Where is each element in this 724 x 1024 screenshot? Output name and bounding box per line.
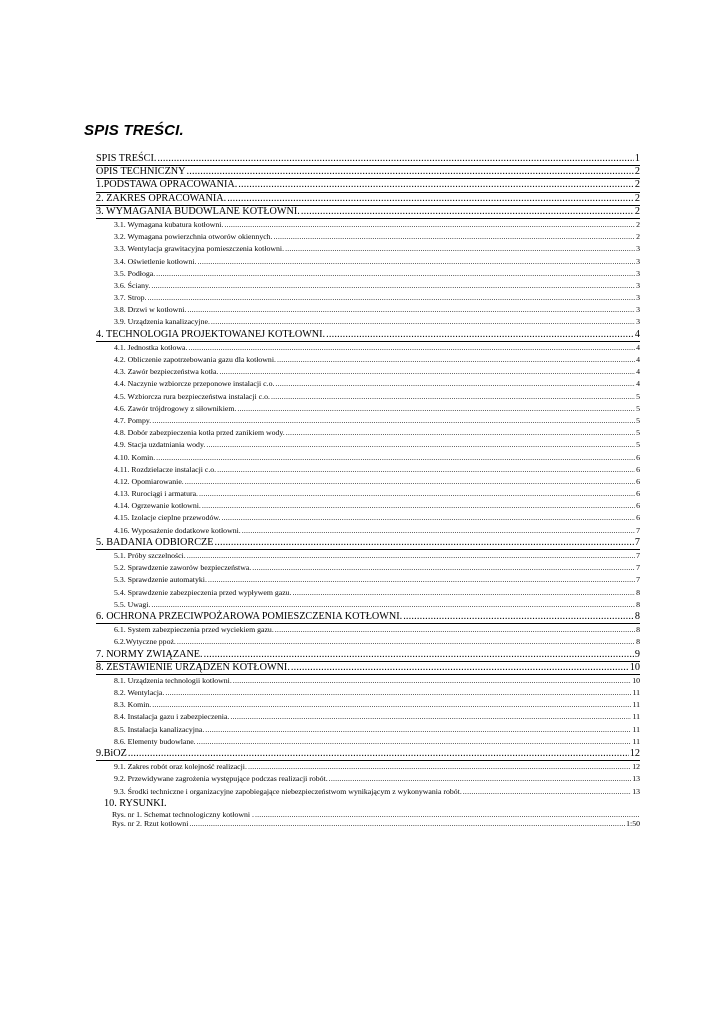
toc-entry-label: 8.5. Instalacja kanalizacyjna. — [114, 724, 205, 734]
toc-subsection-entry[interactable] — [96, 415, 640, 427]
toc-section-entry[interactable] — [96, 166, 640, 179]
toc-page-number: 2 — [634, 192, 640, 204]
toc-page-number: 5 — [636, 391, 640, 401]
toc-subsection-entry[interactable] — [96, 256, 640, 268]
toc-entry-label: SPIS TREŚCI. — [96, 153, 157, 164]
toc-entry-label: 4.11. Rozdzielacze instalacji c.o. — [114, 464, 217, 474]
toc-entry-label: 3.6. Ściany. — [114, 280, 151, 290]
toc-section-entry[interactable] — [96, 537, 640, 550]
toc-entry-label: 8.6. Elementy budowlane. — [114, 736, 196, 746]
toc-subsection-entry[interactable] — [96, 636, 640, 648]
toc-subsection-entry[interactable] — [96, 624, 640, 636]
toc-subsection-entry[interactable] — [96, 675, 640, 687]
toc-entry-label: 1.PODSTAWA OPRACOWANIA. — [96, 179, 238, 191]
toc-page-number: 11 — [632, 724, 640, 734]
toc-entry-label: 9.BiOZ — [96, 748, 127, 759]
toc-page-number: 13 — [632, 786, 640, 796]
toc-entry-label: 2. ZAKRES OPRACOWANIA. — [96, 192, 227, 204]
toc-entry-label: 4.14. Ogrzewanie kotłowni. — [114, 501, 201, 511]
toc-page-number: 8 — [636, 637, 640, 647]
toc-page-number: 2 — [634, 205, 640, 217]
dot-leader — [205, 724, 631, 736]
toc-entry-label: 8.2. Wentylacja. — [114, 688, 165, 698]
toc-subsection-entry[interactable] — [96, 427, 640, 439]
toc-section-entry[interactable] — [96, 329, 640, 342]
toc-entry-label: 4. TECHNOLOGIA PROJEKTOWANEJ KOTŁOWNI. — [96, 328, 326, 340]
toc-subsection-entry[interactable] — [96, 550, 640, 562]
toc-page-number: 3 — [636, 317, 640, 327]
toc-page-number: 1:50 — [626, 818, 640, 828]
toc-subsection-entry[interactable] — [96, 699, 640, 711]
dot-leader — [252, 562, 635, 574]
toc-subsection-entry[interactable] — [96, 464, 640, 476]
toc-page-number: 6 — [636, 489, 640, 499]
toc-entry-label: 4.10. Komin. — [114, 452, 156, 462]
dot-leader — [128, 748, 629, 760]
toc-page-number: 4 — [636, 355, 640, 364]
dot-leader — [326, 329, 634, 341]
toc-page-number: 5 — [636, 415, 640, 425]
dot-leader — [291, 662, 629, 674]
toc-entry-label: 9.1. Zakres robót oraz kolejność realizacji. — [114, 762, 247, 772]
dot-leader — [152, 415, 635, 427]
toc-entry-label: 8.4. Instalacja gazu i zabezpieczenia. — [114, 712, 230, 722]
dot-leader — [187, 304, 635, 316]
toc-subsection-entry[interactable] — [96, 736, 640, 748]
toc-entry-label: 9.2. Przewidywane zagrożenia występujące podczas realizacji robót. — [114, 774, 328, 784]
toc-entry-label: OPIS TECHNICZNY — [96, 166, 186, 178]
dot-leader — [151, 599, 635, 611]
page-title: SPIS TREŚCI. — [84, 122, 184, 139]
toc-subsection-entry[interactable] — [96, 231, 640, 243]
toc-page-number: 4 — [636, 367, 640, 377]
toc-entry-label: 4.4. Naczynie wzbiorcze przeponowe instalacji c.o. — [114, 379, 275, 389]
toc-entry-label: 4.7. Pompy. — [114, 415, 152, 425]
toc-page-number: 6 — [636, 501, 640, 511]
toc-page-number: 2 — [634, 166, 640, 178]
dot-leader — [219, 366, 635, 378]
toc-subsection-entry[interactable] — [96, 488, 640, 500]
dot-leader — [211, 316, 635, 328]
dot-leader — [156, 268, 635, 280]
dot-leader — [156, 452, 635, 464]
toc-entry-label: 4.1. Jednostka kotłowa. — [114, 342, 188, 352]
toc-entry-label: 6.2.Wytyczne ppoż. — [114, 637, 176, 647]
toc-subsection-entry[interactable] — [96, 773, 640, 785]
dot-leader — [188, 342, 635, 354]
toc-entry-label: Rys. nr 1. Schemat technologiczny kotłowni . — [112, 809, 254, 819]
toc-entry-label: Rys. nr 2. Rzut kotłowni — [112, 818, 189, 828]
dot-leader — [177, 636, 635, 648]
toc-subsection-entry[interactable] — [96, 403, 640, 415]
toc-page-number: 12 — [629, 748, 640, 759]
toc-subsection-entry[interactable] — [96, 724, 640, 736]
toc-entry-label: 4.3. Zawór bezpieczeństwa kotła. — [114, 367, 219, 377]
toc-entry-label: 4.12. Opomiarowanie. — [114, 476, 184, 486]
dot-leader — [224, 219, 635, 231]
toc-entry-label: 4.13. Rurociągi i armatura. — [114, 489, 199, 499]
toc-subsection-entry[interactable] — [96, 243, 640, 255]
dot-leader — [275, 378, 635, 390]
dot-leader — [255, 810, 639, 819]
toc-subsection-entry[interactable] — [96, 587, 640, 599]
toc-page-number: 8 — [636, 599, 640, 609]
toc-page-number: 5 — [636, 428, 640, 438]
toc-entry-label: 4.8. Dobór zabezpieczenia kotła przed zanikiem wody. — [114, 428, 285, 438]
dot-leader — [199, 488, 635, 500]
toc-page-number: 11 — [632, 688, 640, 698]
toc-entry-label: 3.7. Strop. — [114, 293, 147, 303]
dot-leader — [214, 537, 633, 549]
dot-leader — [202, 500, 635, 512]
toc-subsection-entry[interactable] — [96, 525, 640, 537]
toc-page-number: 8 — [636, 587, 640, 597]
toc-page-number: 11 — [632, 736, 640, 746]
dot-leader — [329, 773, 632, 785]
toc-section-entry[interactable] — [96, 662, 640, 675]
dot-leader — [165, 687, 631, 699]
dot-leader — [204, 649, 634, 661]
toc-page-number: 2 — [636, 232, 640, 242]
toc-subsection-entry[interactable] — [96, 268, 640, 280]
toc-subsection-entry[interactable] — [96, 786, 640, 798]
toc-entry-label: 8.3. Komin. — [114, 700, 152, 710]
toc-drawing-entry[interactable] — [96, 819, 640, 828]
dot-leader — [227, 193, 634, 205]
toc-entry-label: 3.8. Drzwi w kotłowni. — [114, 305, 187, 315]
dot-leader — [275, 624, 635, 636]
toc-section-entry[interactable] — [96, 748, 640, 761]
toc-subsection-entry[interactable] — [96, 711, 640, 723]
toc-entry-label: 9.3. Środki techniczne i organizacyjne zapobiegające niebezpieczeństwom wynikającym z wykonywania robót. — [114, 786, 462, 796]
toc-entry-label: 6. OCHRONA PRZECIWPOŻAROWA POMIESZCZENIA KOTŁOWNI. — [96, 610, 403, 622]
toc-page-number: 4 — [636, 342, 640, 352]
toc-subsection-entry[interactable] — [96, 500, 640, 512]
toc-page-number: 8 — [636, 625, 640, 635]
toc-entry-label: 5.3. Sprawdzenie automatyki. — [114, 575, 207, 585]
dot-leader — [187, 550, 635, 562]
dot-leader — [248, 761, 631, 773]
toc-subsection-entry[interactable] — [96, 280, 640, 292]
dot-leader — [237, 403, 635, 415]
toc-entry-label: 6.1. System zabezpieczenia przed wyciekiem gazu. — [114, 625, 274, 635]
toc-page-number: 13 — [632, 774, 640, 784]
toc-entry-label: 3.2. Wymagana powierzchnia otworów okiennych. — [114, 232, 273, 242]
toc-subsection-entry[interactable] — [96, 378, 640, 390]
toc-section-entry[interactable] — [96, 649, 640, 662]
toc-entry-label: 3.1. Wymagana kubatura kotłowni. — [114, 219, 224, 229]
toc-subsection-entry[interactable] — [96, 354, 640, 366]
toc-entry-label: 4.2. Obliczenie zapotrzebowania gazu dla kotłowni. — [114, 355, 276, 364]
toc-page-number: 7 — [636, 525, 640, 535]
toc-page-number: 2 — [636, 219, 640, 229]
toc-subsection-entry[interactable] — [96, 292, 640, 304]
toc-page-number: 2 — [634, 179, 640, 191]
toc-entry-label: 4.5. Wzbiorcza rura bezpieczeństwa instalacji c.o. — [114, 391, 270, 401]
toc-page-number: 7 — [636, 575, 640, 585]
dot-leader — [230, 711, 631, 723]
toc-page-number: 12 — [632, 762, 640, 772]
toc-subsection-entry[interactable] — [96, 476, 640, 488]
dot-leader — [285, 243, 635, 255]
toc-page-number: 3 — [636, 293, 640, 303]
dot-leader — [151, 280, 635, 292]
toc-subsection-entry[interactable] — [96, 304, 640, 316]
toc-entry-label: 3. WYMAGANIA BUDOWLANE KOTŁOWNI. — [96, 205, 300, 217]
toc-page-number: 11 — [632, 700, 640, 710]
dot-leader — [233, 675, 631, 687]
toc-section-entry[interactable] — [96, 611, 640, 624]
toc-entry-label: 3.3. Wentylacja grawitacyjna pomieszczenia kotłowni. — [114, 244, 285, 254]
dot-leader — [301, 206, 634, 218]
toc-page-number: 6 — [636, 464, 640, 474]
toc-section-entry[interactable] — [96, 179, 640, 192]
dot-leader — [189, 819, 625, 828]
toc-section-entry[interactable] — [96, 206, 640, 219]
toc-entry-label: 5.2. Sprawdzenie zaworów bezpieczeństwa. — [114, 563, 252, 573]
dot-leader — [187, 166, 634, 178]
toc-subsection-entry[interactable] — [96, 562, 640, 574]
toc-page-number: 3 — [636, 280, 640, 290]
toc-page-number: 7 — [636, 551, 640, 560]
dot-leader — [217, 464, 635, 476]
toc-entry-label: 3.9. Urządzenia kanalizacyjne. — [114, 317, 210, 327]
dot-leader — [152, 699, 631, 711]
dot-leader — [157, 153, 634, 165]
toc-page-number: 10 — [629, 661, 640, 673]
toc-subsection-entry[interactable] — [96, 366, 640, 378]
toc-subsection-entry[interactable] — [96, 391, 640, 403]
dot-leader — [185, 476, 635, 488]
dot-leader — [286, 427, 635, 439]
toc-section-entry[interactable] — [96, 153, 640, 166]
dot-leader — [221, 512, 635, 524]
toc-entry-label: 5.5. Uwagi. — [114, 599, 151, 609]
toc-entry-label: 4.15. Izolacje cieplne przewodów. — [114, 513, 221, 523]
toc-subsection-entry[interactable] — [96, 574, 640, 586]
toc-page-number: 11 — [632, 712, 640, 722]
toc-page-number: 3 — [636, 244, 640, 254]
toc-page-number: 5 — [636, 440, 640, 450]
dot-leader — [148, 292, 636, 304]
toc-page-number: 7 — [636, 563, 640, 573]
toc-subsection-entry[interactable] — [96, 687, 640, 699]
dot-leader — [293, 587, 636, 599]
toc-entry-label: 4.9. Stacja uzdatniania wody. — [114, 440, 206, 450]
dot-leader — [403, 611, 634, 623]
dot-leader — [198, 256, 636, 268]
toc-page-number: 6 — [636, 513, 640, 523]
toc-subsection-entry[interactable] — [96, 452, 640, 464]
toc-subsection-entry[interactable] — [96, 761, 640, 773]
dot-leader — [463, 786, 631, 798]
toc-page-number: 3 — [636, 268, 640, 278]
dot-leader — [197, 736, 632, 748]
toc-page-number: 3 — [636, 305, 640, 315]
toc-page-number: 1 — [634, 153, 640, 164]
toc-entry-label: 4.6. Zawór trójdrogowy z siłownikiem. — [114, 403, 237, 413]
dot-leader — [242, 525, 635, 537]
dot-leader — [277, 354, 635, 366]
toc-page-number: 4 — [634, 328, 640, 340]
toc-page-number: 6 — [636, 476, 640, 486]
dot-leader — [206, 439, 635, 451]
toc-entry-label: 10. RYSUNKI. — [104, 797, 167, 809]
toc-subsection-entry[interactable] — [96, 439, 640, 451]
toc-drawing-entry[interactable] — [96, 810, 640, 819]
toc-page-number: 4 — [636, 379, 640, 389]
toc-subsection-entry[interactable] — [96, 342, 640, 354]
dot-leader — [271, 391, 635, 403]
toc-subsection-entry[interactable] — [96, 599, 640, 611]
toc-entry-label: 5. BADANIA ODBIORCZE — [96, 536, 214, 548]
toc-page-number: 6 — [636, 452, 640, 462]
toc-page-number: 3 — [636, 256, 640, 266]
toc-section-entry[interactable] — [96, 193, 640, 206]
toc-subsection-entry[interactable] — [96, 219, 640, 231]
toc-page-number: 7 — [634, 536, 640, 548]
toc-page-number: 5 — [636, 403, 640, 413]
dot-leader — [208, 574, 635, 586]
toc-entry-label: 7. NORMY ZWIĄZANE. — [96, 648, 203, 660]
toc-entry-label: 3.5. Podłoga. — [114, 268, 156, 278]
toc-entry-label: 5.4. Sprawdzenie zabezpieczenia przed wypływem gazu. — [114, 587, 292, 597]
toc-page-number: 10 — [632, 675, 640, 685]
dot-leader — [274, 231, 636, 243]
toc-page-number: 9 — [634, 648, 640, 660]
toc-subsection-entry[interactable] — [96, 316, 640, 328]
toc-entry-label: 8.1. Urządzenia technologii kotłowni. — [114, 675, 232, 685]
toc-entry-label: 5.1. Próby szczelności. — [114, 551, 186, 560]
toc-entry-label: 8. ZESTAWIENIE URZĄDZEŃ KOTŁOWNI. — [96, 661, 290, 673]
toc-subsection-entry[interactable] — [96, 512, 640, 524]
toc-entry-label: 3.4. Oświetlenie kotłowni. — [114, 256, 197, 266]
table-of-contents — [96, 153, 640, 828]
dot-leader — [238, 179, 634, 191]
toc-page-number: 8 — [634, 610, 640, 622]
toc-entry-label: 4.16. Wyposażenie dodatkowe kotłowni. — [114, 525, 241, 535]
toc-drawings-heading[interactable] — [96, 798, 640, 810]
